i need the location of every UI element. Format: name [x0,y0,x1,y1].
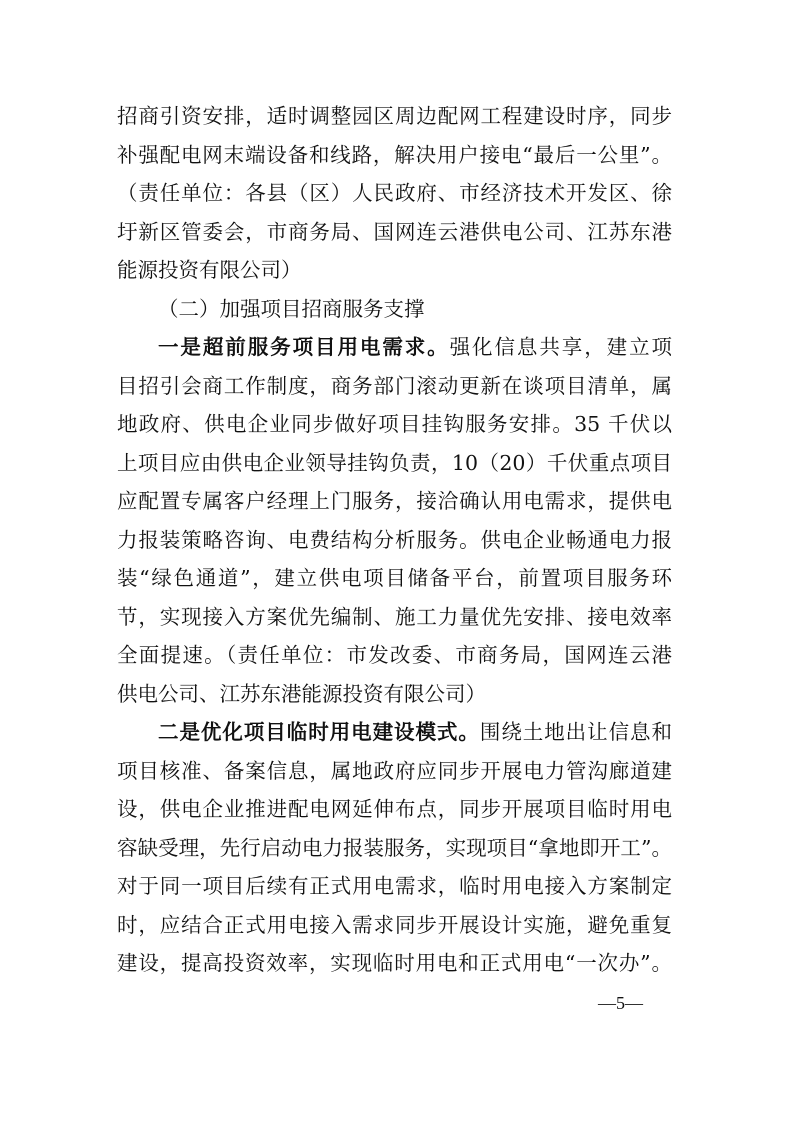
text-line: 地政府、供电企业同步做好项目挂钩服务安排。35 千伏以 [117,412,672,436]
paragraph-lead: 一是超前服务项目用电需求。 [158,335,450,359]
text-line: 补强配电网末端设备和线路，解决用户接电“最后一公里”。 [117,142,672,167]
paragraph-text: 围绕土地出让信息和 [479,720,673,744]
paragraph-first-line [117,328,672,367]
text-line: 招商引资安排，适时调整园区周边配网工程建设时序，同步 [117,104,672,128]
section-heading: （二）加强项目招商服务支撑 [158,296,425,321]
text-line: 目招引会商工作制度，商务部门滚动更新在谈项目清单，属 [117,373,672,398]
paragraph-first-line [117,713,672,752]
text-line: 建设，提高投资效率，实现临时用电和正式用电“一次办”。 [117,951,672,975]
text-line: 供电公司、江苏东港能源投资有限公司） [117,681,486,706]
text-line: 应配置专属客户经理上门服务，接洽确认用电需求，提供电 [117,489,672,513]
text-line: 对于同一项目后续有正式用电需求，临时用电接入方案制定 [117,874,672,898]
page-number: —5— [598,993,643,1013]
text-line: 力报装策略咨询、电费结构分析服务。供电企业畅通电力报 [117,527,672,552]
text-line: 时，应结合正式用电接入需求同步开展设计实施，避免重复 [117,912,672,937]
text-line: 容缺受理，先行启动电力报装服务，实现项目“拿地即开工”。 [117,835,672,860]
text-line: 能源投资有限公司） [117,258,302,282]
text-line: 上项目应由供电企业领导挂钩负责，10（20）千伏重点项目 [117,450,672,475]
text-line: 装“绿色通道”，建立供电项目储备平台，前置项目服务环 [117,566,672,590]
document-body [117,97,672,983]
paragraph-text: 强化信息共享，建立项 [449,335,673,359]
text-line: 圩新区管委会，市商务局、国网连云港供电公司、江苏东港 [117,219,672,244]
text-line: 设，供电企业推进配电网延伸布点，同步开展项目临时用电 [117,797,672,821]
text-line: 项目核准、备案信息，属地政府应同步开展电力管沟廊道建 [117,758,672,783]
text-line: 节，实现接入方案优先编制、施工力量优先安排、接电效率 [117,604,672,629]
text-line: （责任单位：各县（区）人民政府、市经济技术开发区、徐 [117,181,672,205]
paragraph-lead: 二是优化项目临时用电建设模式。 [158,720,480,744]
text-line: 全面提速。（责任单位：市发改委、市商务局，国网连云港 [117,643,672,667]
